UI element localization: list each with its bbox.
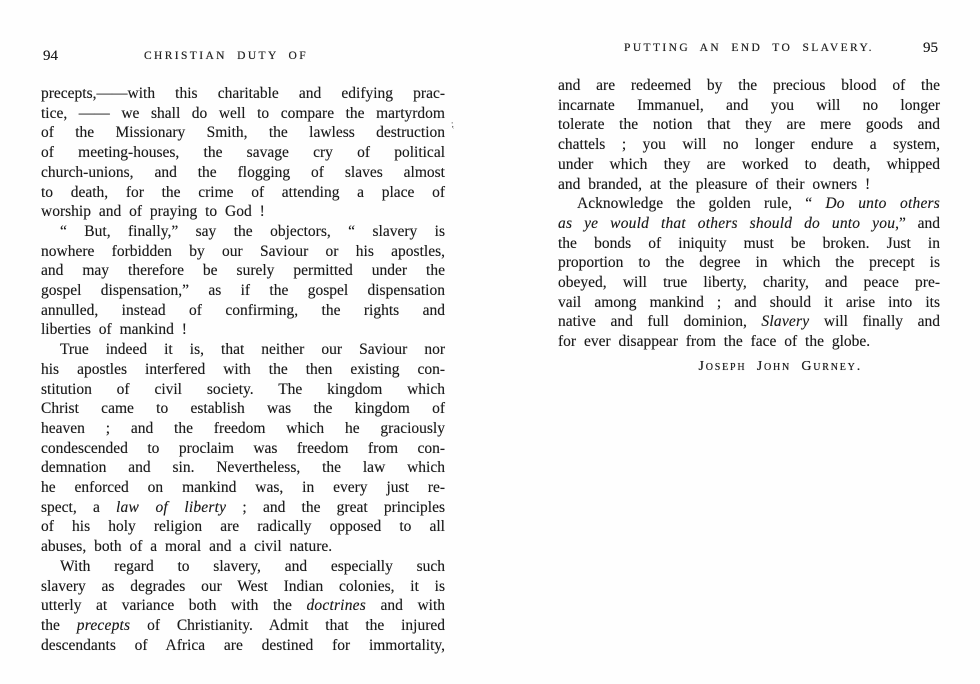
text-line: chattels ; you will no longer endure a system,	[558, 136, 940, 154]
text-line: spect, a law of liberty ; and the great principles	[41, 498, 446, 516]
text-line: liberties of mankind !	[41, 321, 187, 339]
text-line: Christ came to establish was the kingdom of	[41, 400, 445, 418]
text-line: his apostles interfered with the then existing con-	[41, 360, 445, 378]
text-line: for ever disappear from the face of the globe.	[558, 333, 871, 351]
text-line: tice, —— we shall do well to compare the martyrdom	[41, 104, 445, 122]
text-line: as ye would that others should do unto you,” and	[558, 214, 940, 232]
left-page-header	[41, 50, 445, 68]
text-line: nowhere forbidden by our Saviour or his apostles,	[41, 242, 445, 260]
text-line: obeyed, will true liberty, charity, and peace pre-	[558, 274, 940, 292]
right-page-body	[558, 76, 940, 352]
page-number-left: 94	[43, 48, 58, 64]
text-line: incarnate Immanuel, and you will no longer	[558, 96, 940, 114]
text-line: “ But, finally,” say the objectors, “ slavery is	[60, 222, 445, 240]
text-line: gospel dispensation,” as if the gospel dispensation	[41, 282, 445, 300]
text-line: heaven ; and the freedom which he graciously	[41, 419, 445, 437]
text-line: to death, for the crime of attending a place of	[41, 183, 445, 201]
left-page-body	[41, 84, 445, 655]
text-line: abuses, both of a moral and a civil nature.	[41, 538, 333, 556]
text-line: native and full dominion, Slavery will finally and	[558, 313, 940, 331]
text-line: slavery as degrades our West Indian colonies, it is	[41, 577, 445, 595]
text-line: tolerate the notion that they are mere goods and	[558, 116, 940, 134]
text-line: demnation and sin. Nevertheless, the law which	[41, 459, 445, 477]
text-line: True indeed it is, that neither our Saviour nor	[60, 341, 445, 359]
running-head-left: CHRISTIAN DUTY OF	[143, 50, 309, 62]
text-line: of meeting-houses, the savage cry of political	[41, 144, 445, 162]
text-line: and are redeemed by the precious blood of the	[558, 77, 940, 94]
ink-speck-artifact: ;	[450, 118, 455, 131]
text-line: he enforced on mankind was, in every just re-	[41, 479, 445, 497]
text-line: descendants of Africa are destined for immortality,	[41, 636, 445, 654]
text-line: the bonds of iniquity must be broken. Just in	[558, 234, 940, 252]
text-line: annulled, instead of confirming, the rights and	[41, 301, 445, 319]
text-line: proportion to the degree in which the precept is	[558, 254, 940, 272]
text-line: and may therefore be surely permitted under the	[41, 262, 445, 280]
paragraph	[41, 84, 445, 222]
author-signature: Joseph John Gurney.	[698, 359, 862, 374]
text-line: With regard to slavery, and especially such	[60, 557, 445, 575]
text-line: utterly at variance both with the doctrines and with	[41, 597, 445, 615]
paragraph	[41, 222, 445, 340]
text-line: condescended to proclaim was freedom from con-	[41, 439, 445, 457]
text-line: under which they are worked to death, whipped	[558, 155, 940, 173]
right-page-header	[558, 42, 940, 60]
paragraph	[41, 557, 445, 656]
running-head-right: PUTTING AN END TO SLAVERY.	[624, 42, 874, 54]
text-line: the precepts of Christianity. Admit that the injured	[41, 616, 445, 634]
text-line: and branded, at the pleasure of their owners !	[558, 175, 871, 193]
text-line: stitution of civil society. The kingdom which	[41, 380, 445, 398]
text-line: Acknowledge the golden rule, “ Do unto others	[577, 195, 940, 213]
paragraph	[558, 76, 940, 194]
text-line: worship and of praying to God !	[41, 203, 265, 221]
text-line: vail among mankind ; and should it arise into its	[558, 293, 940, 311]
text-line: church-unions, and the flogging of slaves almost	[41, 163, 445, 181]
text-line: precepts,——with this charitable and edifying prac-	[41, 85, 445, 102]
paragraph	[558, 194, 940, 352]
text-line: of his holy religion are radically opposed to all	[41, 518, 445, 536]
text-line: of the Missionary Smith, the lawless destruction	[41, 124, 445, 142]
page-number-right: 95	[923, 40, 938, 56]
paragraph	[41, 340, 445, 557]
